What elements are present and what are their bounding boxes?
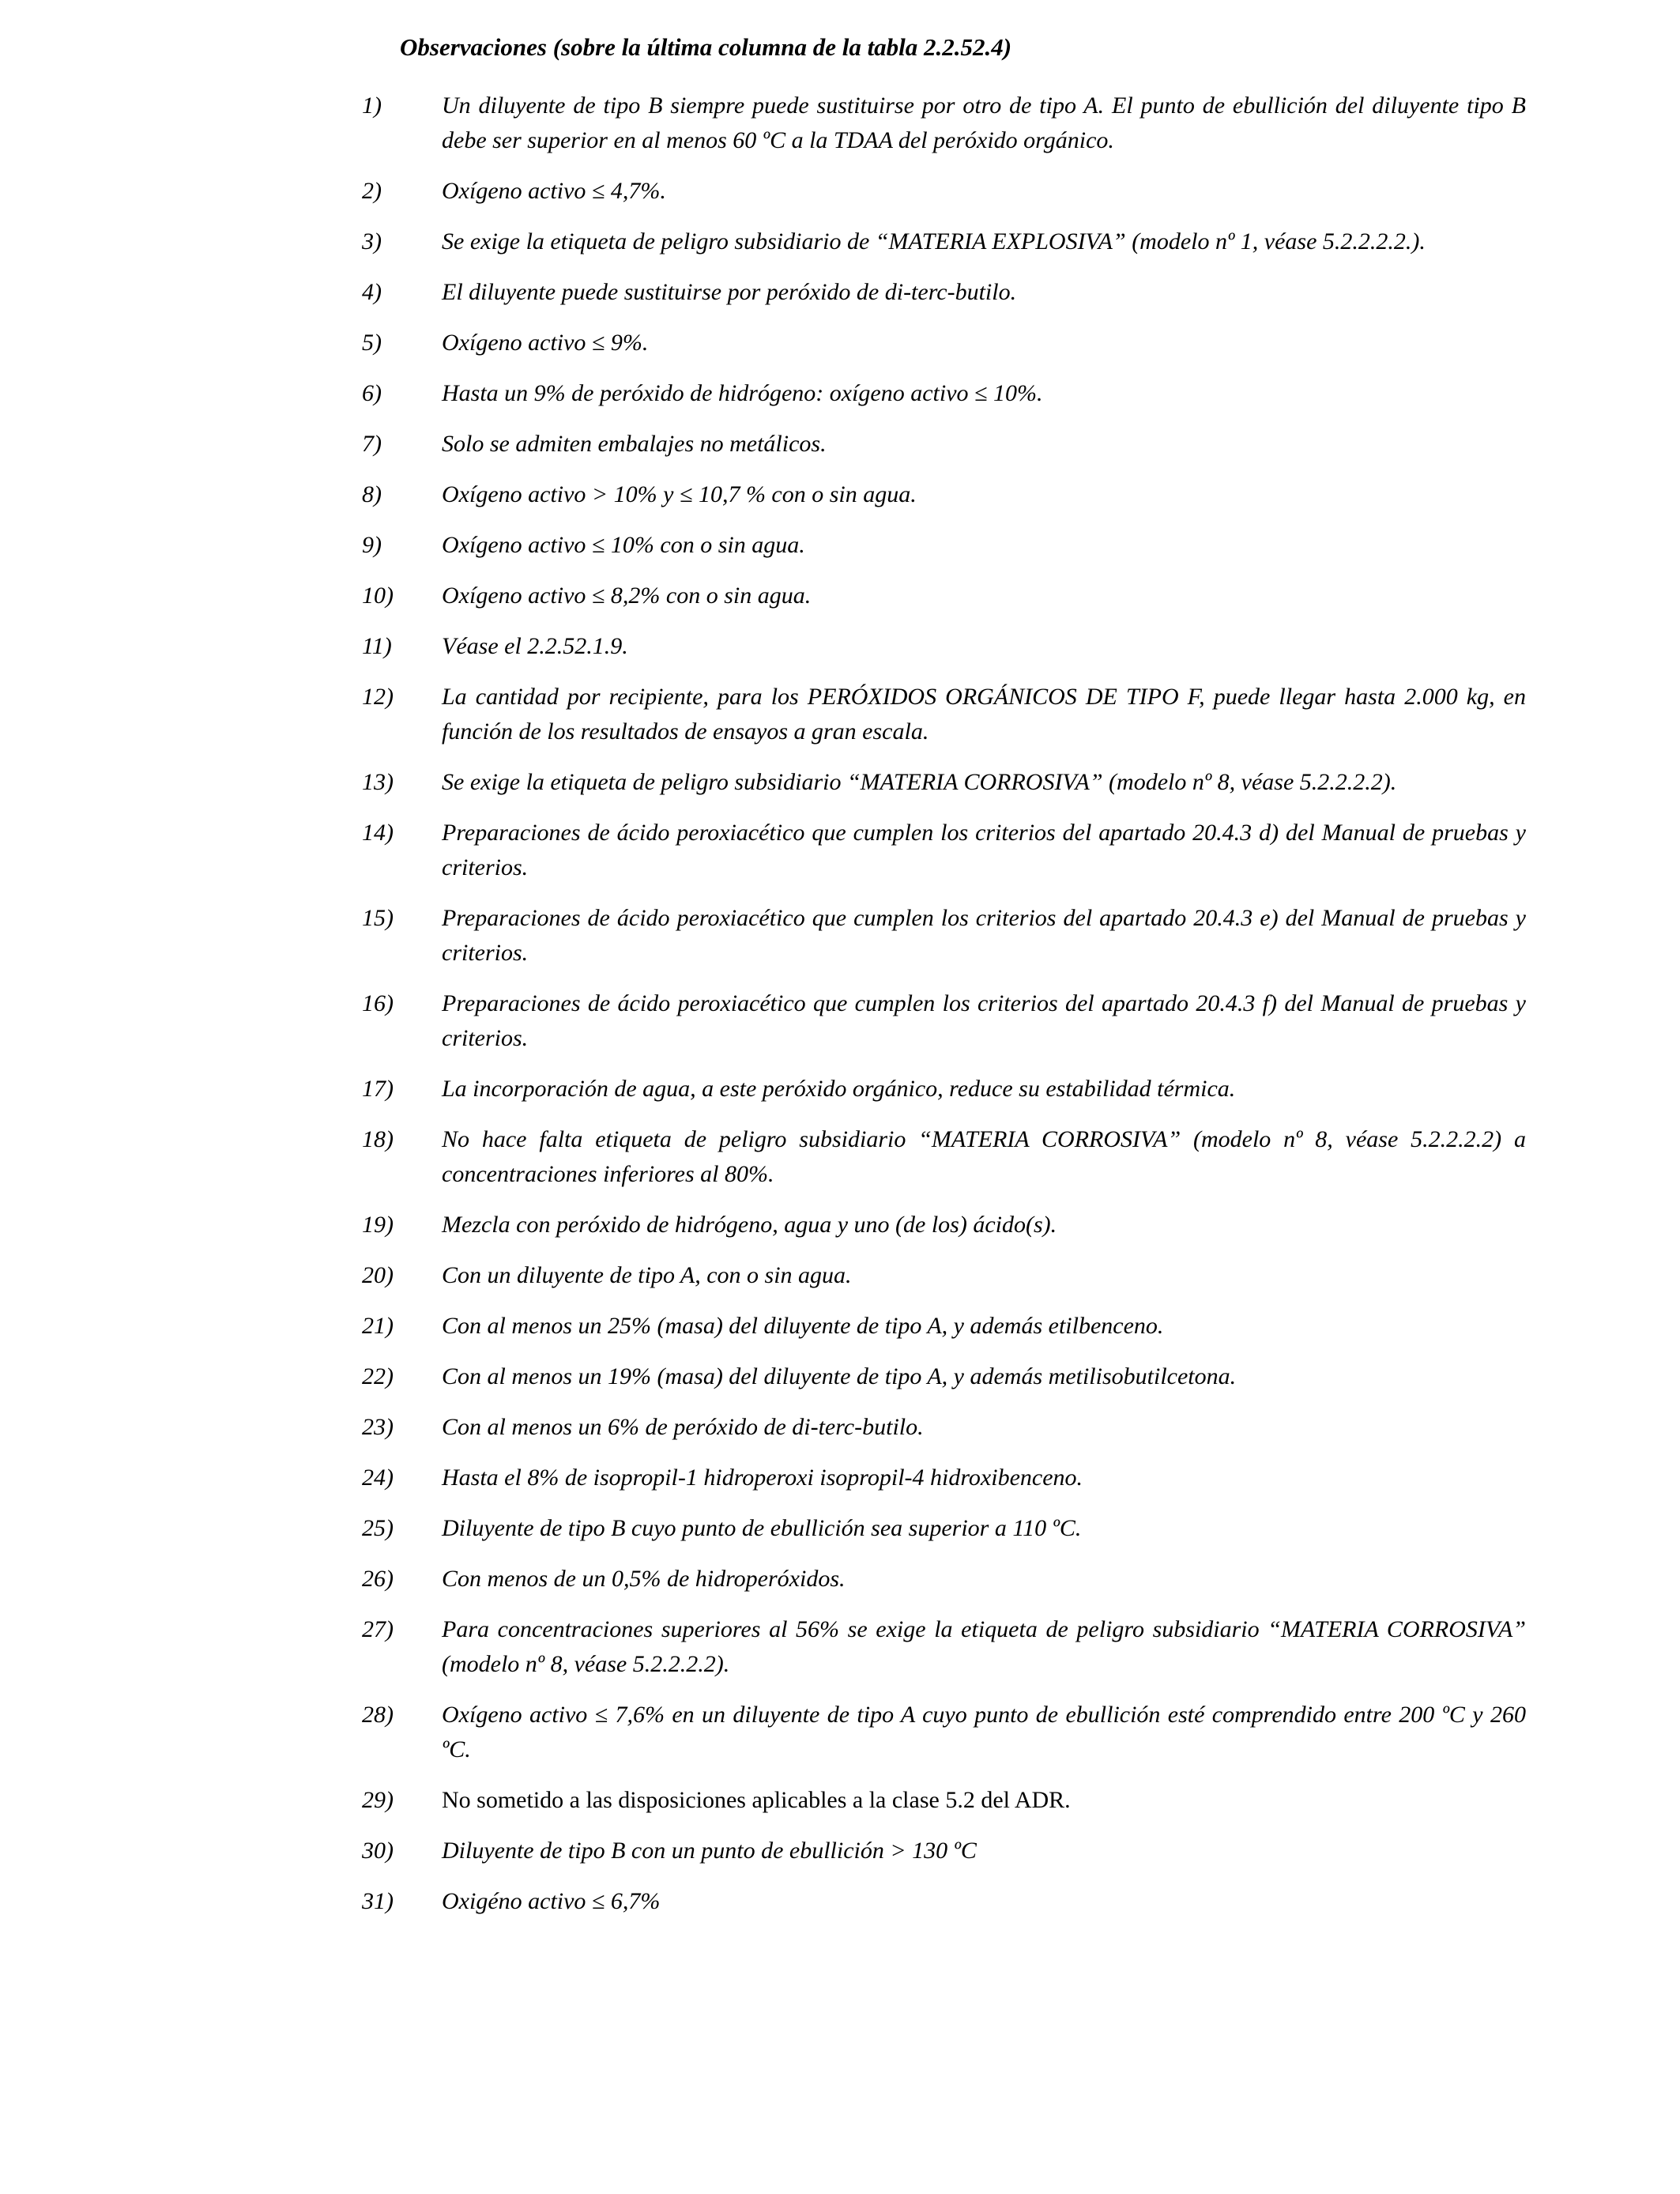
list-item xyxy=(362,1783,1526,1818)
list-item xyxy=(362,376,1526,411)
list-item xyxy=(362,901,1526,971)
list-item xyxy=(362,275,1526,310)
list-item xyxy=(362,816,1526,885)
list-item xyxy=(362,579,1526,613)
item-number: 2) xyxy=(362,178,382,204)
item-number: 12) xyxy=(362,684,394,710)
item-number: 22) xyxy=(362,1363,394,1389)
item-number: 16) xyxy=(362,990,394,1016)
item-number: 14) xyxy=(362,820,394,846)
list-item xyxy=(362,1511,1526,1546)
item-text: Oxigéno activo ≤ 6,7% xyxy=(442,1888,661,1914)
item-number: 29) xyxy=(362,1787,394,1813)
list-item xyxy=(362,1562,1526,1596)
item-text: Oxígeno activo ≤ 9%. xyxy=(442,330,649,356)
list-item xyxy=(362,1612,1526,1682)
item-number: 8) xyxy=(362,481,382,507)
item-text: Hasta el 8% de isopropil-1 hidroperoxi isopropil-4 hidroxibenceno. xyxy=(442,1465,1083,1491)
item-number: 6) xyxy=(362,380,382,406)
item-number: 13) xyxy=(362,769,394,795)
item-text: La cantidad por recipiente, para los PERÓXIDOS ORGÁNICOS DE TIPO F, puede llegar hasta 2.000 kg, en función de los resultados de ensayos a gran escala. xyxy=(442,684,1526,745)
item-text: Con al menos un 25% (masa) del diluyente de tipo A, y además etilbenceno. xyxy=(442,1313,1164,1339)
item-number: 21) xyxy=(362,1313,394,1339)
item-number: 19) xyxy=(362,1212,394,1238)
item-number: 28) xyxy=(362,1702,394,1728)
list-item xyxy=(362,1698,1526,1767)
item-number: 7) xyxy=(362,431,382,457)
list-item xyxy=(362,1359,1526,1394)
item-number: 27) xyxy=(362,1616,394,1642)
item-text: Oxígeno activo ≤ 8,2% con o sin agua. xyxy=(442,582,812,609)
item-number: 25) xyxy=(362,1515,394,1541)
item-number: 23) xyxy=(362,1414,394,1440)
item-text: Preparaciones de ácido peroxiacético que cumplen los criterios del apartado 20.4.3 f) del Manual de pruebas y criterios. xyxy=(442,990,1526,1051)
item-text: Se exige la etiqueta de peligro subsidiario “MATERIA CORROSIVA” (modelo nº 8, véase 5.2.2.2.2). xyxy=(442,769,1397,795)
item-number: 31) xyxy=(362,1888,394,1914)
item-text: Oxígeno activo > 10% y ≤ 10,7 % con o sin agua. xyxy=(442,481,917,507)
item-text: El diluyente puede sustituirse por peróxido de di-terc-butilo. xyxy=(442,279,1017,305)
list-item xyxy=(362,1461,1526,1495)
item-number: 30) xyxy=(362,1838,394,1864)
item-text: Un diluyente de tipo B siempre puede sustituirse por otro de tipo A. El punto de ebullición del diluyente tipo B debe ser superior en al menos 60 ºC a la TDAA del peróxido orgánico. xyxy=(442,92,1526,153)
list-item xyxy=(362,1122,1526,1192)
item-text: Con al menos un 6% de peróxido de di-terc-butilo. xyxy=(442,1414,924,1440)
item-text: Mezcla con peróxido de hidrógeno, agua y uno (de los) ácido(s). xyxy=(442,1212,1057,1238)
item-text: La incorporación de agua, a este peróxido orgánico, reduce su estabilidad térmica. xyxy=(442,1076,1236,1102)
item-text: Diluyente de tipo B cuyo punto de ebullición sea superior a 110 ºC. xyxy=(442,1515,1082,1541)
list-item xyxy=(362,1834,1526,1868)
item-text: Para concentraciones superiores al 56% se exige la etiqueta de peligro subsidiario “MATERIA CORROSIVA” (modelo nº 8, véase 5.2.2.2.2). xyxy=(442,1616,1526,1677)
list-item xyxy=(362,528,1526,563)
item-number: 5) xyxy=(362,330,382,356)
list-item xyxy=(362,986,1526,1056)
item-text: Con menos de un 0,5% de hidroperóxidos. xyxy=(442,1566,846,1592)
item-number: 3) xyxy=(362,228,382,254)
item-number: 26) xyxy=(362,1566,394,1592)
item-text: Hasta un 9% de peróxido de hidrógeno: oxígeno activo ≤ 10%. xyxy=(442,380,1043,406)
list-item xyxy=(362,1258,1526,1293)
list-item xyxy=(362,1309,1526,1344)
list-item xyxy=(362,680,1526,749)
item-number: 15) xyxy=(362,905,394,931)
item-number: 20) xyxy=(362,1262,394,1288)
item-text: Oxígeno activo ≤ 7,6% en un diluyente de tipo A cuyo punto de ebullición esté comprendido entre 200 ºC y 260 ºC. xyxy=(442,1702,1526,1762)
list-item xyxy=(362,89,1526,158)
item-text: Con al menos un 19% (masa) del diluyente de tipo A, y además metilisobutilcetona. xyxy=(442,1363,1237,1389)
item-number: 18) xyxy=(362,1126,394,1152)
item-text: Preparaciones de ácido peroxiacético que cumplen los criterios del apartado 20.4.3 e) del Manual de pruebas y criterios. xyxy=(442,905,1526,966)
item-text: Diluyente de tipo B con un punto de ebullición > 130 ºC xyxy=(442,1838,977,1864)
list-item xyxy=(362,1884,1526,1919)
item-text: Se exige la etiqueta de peligro subsidiario de “MATERIA EXPLOSIVA” (modelo nº 1, véase 5.2.2.2.2.). xyxy=(442,228,1426,254)
item-text: Oxígeno activo ≤ 10% con o sin agua. xyxy=(442,532,805,558)
list-item xyxy=(362,224,1526,259)
item-number: 17) xyxy=(362,1076,394,1102)
item-text: Solo se admiten embalajes no metálicos. xyxy=(442,431,827,457)
list-item xyxy=(362,1208,1526,1242)
item-number: 24) xyxy=(362,1465,394,1491)
item-text: No hace falta etiqueta de peligro subsidiario “MATERIA CORROSIVA” (modelo nº 8, véase 5.2.2.2.2) a concentraciones inferiores al 80%. xyxy=(442,1126,1526,1187)
item-text: Véase el 2.2.52.1.9. xyxy=(442,633,628,659)
list-item xyxy=(362,477,1526,512)
list-item xyxy=(362,326,1526,360)
item-number: 9) xyxy=(362,532,382,558)
list-item xyxy=(362,174,1526,209)
item-number: 1) xyxy=(362,92,382,119)
observations-list xyxy=(362,89,1526,1919)
list-item xyxy=(362,1072,1526,1106)
page-title: Observaciones (sobre la última columna de la tabla 2.2.52.4) xyxy=(400,33,1012,61)
item-text: Preparaciones de ácido peroxiacético que cumplen los criterios del apartado 20.4.3 d) del Manual de pruebas y criterios. xyxy=(442,820,1526,880)
list-item xyxy=(362,1410,1526,1445)
item-text: No sometido a las disposiciones aplicables a la clase 5.2 del ADR. xyxy=(442,1787,1071,1813)
item-number: 4) xyxy=(362,279,382,305)
item-number: 11) xyxy=(362,633,392,659)
item-number: 10) xyxy=(362,582,394,609)
list-item xyxy=(362,765,1526,800)
item-text: Con un diluyente de tipo A, con o sin agua. xyxy=(442,1262,852,1288)
list-item xyxy=(362,427,1526,462)
list-item xyxy=(362,629,1526,664)
item-text: Oxígeno activo ≤ 4,7%. xyxy=(442,178,666,204)
